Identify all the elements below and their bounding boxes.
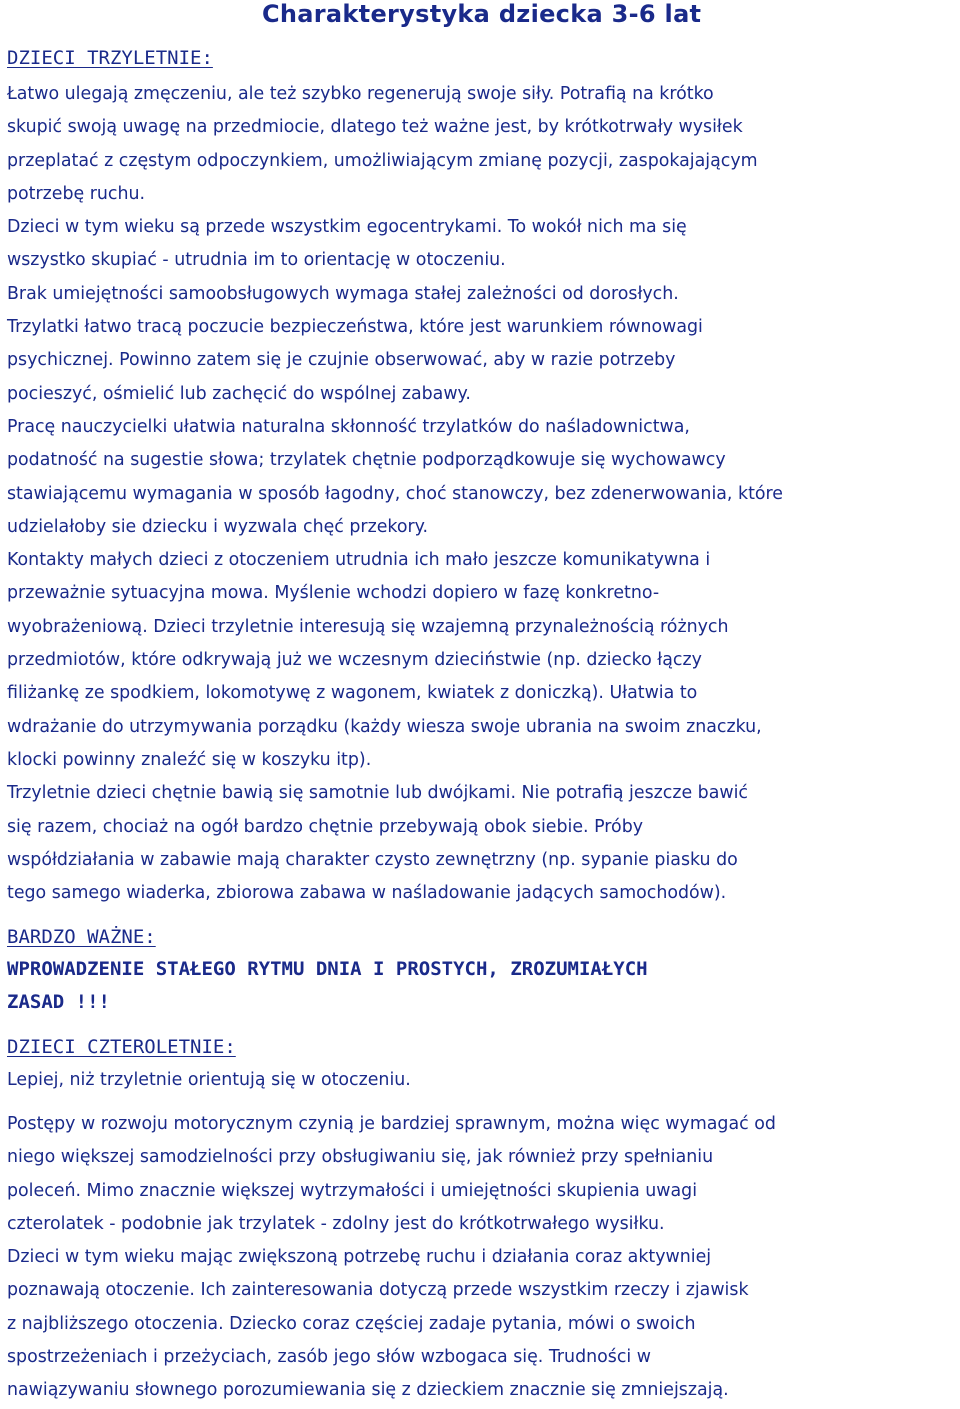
body-line: Pracę nauczycielki ułatwia naturalna skłonność trzylatków do naśladownictwa, xyxy=(7,416,690,437)
body-line: spostrzeżeniach i przeżyciach, zasób jego słów wzbogaca się. Trudności w xyxy=(7,1347,651,1368)
important-notice-line: ZASAD !!! xyxy=(7,991,110,1013)
body-line: Łatwo ulegają zmęczeniu, ale też szybko regenerują swoje siły. Potrafią na krótko xyxy=(7,84,714,104)
body-line: niego większej samodzielności przy obsługiwaniu się, jak również przy spełnianiu xyxy=(7,1147,714,1168)
body-line: tego samego wiaderka, zbiorowa zabawa w naśladowanie jadących samochodów). xyxy=(7,883,727,904)
body-line: się razem, chociaż na ogół bardzo chętnie przebywają obok siebie. Próby xyxy=(7,816,644,837)
body-line: przeplatać z częstym odpoczynkiem, umożliwiającym zmianę pozycji, zaspokajającym xyxy=(7,150,758,171)
document-title: Charakterystyka dziecka 3-6 lat xyxy=(262,0,702,28)
section-heading-three-year-olds: DZIECI TRZYLETNIE: xyxy=(7,47,213,69)
body-line: psychicznej. Powinno zatem się je czujnie obserwować, aby w razie potrzeby xyxy=(7,350,676,371)
body-line: czterolatek - podobnie jak trzylatek - zdolny jest do krótkotrwałego wysiłku. xyxy=(7,1213,665,1234)
body-line: wdrażanie do utrzymywania porządku (każdy wiesza swoje ubrania na swoim znaczku, xyxy=(7,716,762,737)
body-line: filiżankę ze spodkiem, lokomotywę z wagonem, kwiatek z doniczką). Ułatwia to xyxy=(7,683,698,704)
body-line: poleceń. Mimo znacznie większej wytrzymałości i umiejętności skupienia uwagi xyxy=(7,1180,698,1201)
body-line: potrzebę ruchu. xyxy=(7,183,146,204)
section-body-three-year-olds xyxy=(7,78,957,910)
body-line: udzielałoby sie dziecku i wyzwala chęć przekory. xyxy=(7,516,428,537)
body-line: współdziałania w zabawie mają charakter czysto zewnętrzny (np. sypanie piasku do xyxy=(7,849,738,870)
body-line: Trzyletnie dzieci chętnie bawią się samotnie lub dwójkami. Nie potrafią jeszcze bawić xyxy=(7,783,748,804)
body-line: Kontakty małych dzieci z otoczeniem utrudnia ich mało jeszcze komunikatywna i xyxy=(7,550,711,571)
body-line: poznawają otoczenie. Ich zainteresowania dotyczą przede wszystkim rzeczy i zjawisk xyxy=(7,1280,749,1301)
body-line: Trzylatki łatwo tracą poczucie bezpieczeństwa, które jest warunkiem równowagi xyxy=(7,317,703,338)
body-line: przedmiotów, które odkrywają już we wczesnym dzieciństwie (np. dziecko łączy xyxy=(7,650,702,671)
body-line: klocki powinny znaleźć się w koszyku itp). xyxy=(7,749,372,770)
section-intro-four-year-olds xyxy=(7,1064,957,1097)
important-notice-line: WPROWADZENIE STAŁEGO RYTMU DNIA I PROSTYCH, ZROZUMIAŁYCH xyxy=(7,958,648,980)
body-line: z najbliższego otoczenia. Dziecko coraz częściej zadaje pytania, mówi o swoich xyxy=(7,1313,696,1334)
intro-line: Lepiej, niż trzyletnie orientują się w otoczeniu. xyxy=(7,1070,411,1090)
body-line: Dzieci w tym wieku są przede wszystkim egocentrykami. To wokół nich ma się xyxy=(7,217,687,238)
body-line: Postępy w rozwoju motorycznym czynią je bardziej sprawnym, można więc wymagać od xyxy=(7,1114,776,1134)
body-line: wyobrażeniową. Dzieci trzyletnie interesują się wzajemną przynależnością różnych xyxy=(7,616,729,637)
section-body-four-year-olds xyxy=(7,1108,957,1408)
body-line: przeważnie sytuacyjna mowa. Myślenie wchodzi dopiero w fazę konkretno- xyxy=(7,583,660,604)
body-line: pocieszyć, ośmielić lub zachęcić do wspólnej zabawy. xyxy=(7,383,471,404)
body-line: Brak umiejętności samoobsługowych wymaga stałej zależności od dorosłych. xyxy=(7,283,679,304)
important-notice xyxy=(7,953,907,1019)
body-line: stawiającemu wymagania w sposób łagodny, choć stanowczy, bez zdenerwowania, które xyxy=(7,483,783,504)
body-line: nawiązywaniu słownego porozumiewania się z dzieckiem znacznie się zmniejszają. xyxy=(7,1380,729,1401)
section-heading-important: BARDZO WAŻNE: xyxy=(7,926,156,948)
body-line: Dzieci w tym wieku mając zwiększoną potrzebę ruchu i działania coraz aktywniej xyxy=(7,1247,712,1268)
body-line: podatność na sugestie słowa; trzylatek chętnie podporządkowuje się wychowawcy xyxy=(7,450,726,471)
body-line: wszystko skupiać - utrudnia im to orientację w otoczeniu. xyxy=(7,250,506,271)
body-line: skupić swoją uwagę na przedmiocie, dlatego też ważne jest, by krótkotrwały wysiłek xyxy=(7,117,743,138)
section-heading-four-year-olds: DZIECI CZTEROLETNIE: xyxy=(7,1036,236,1058)
